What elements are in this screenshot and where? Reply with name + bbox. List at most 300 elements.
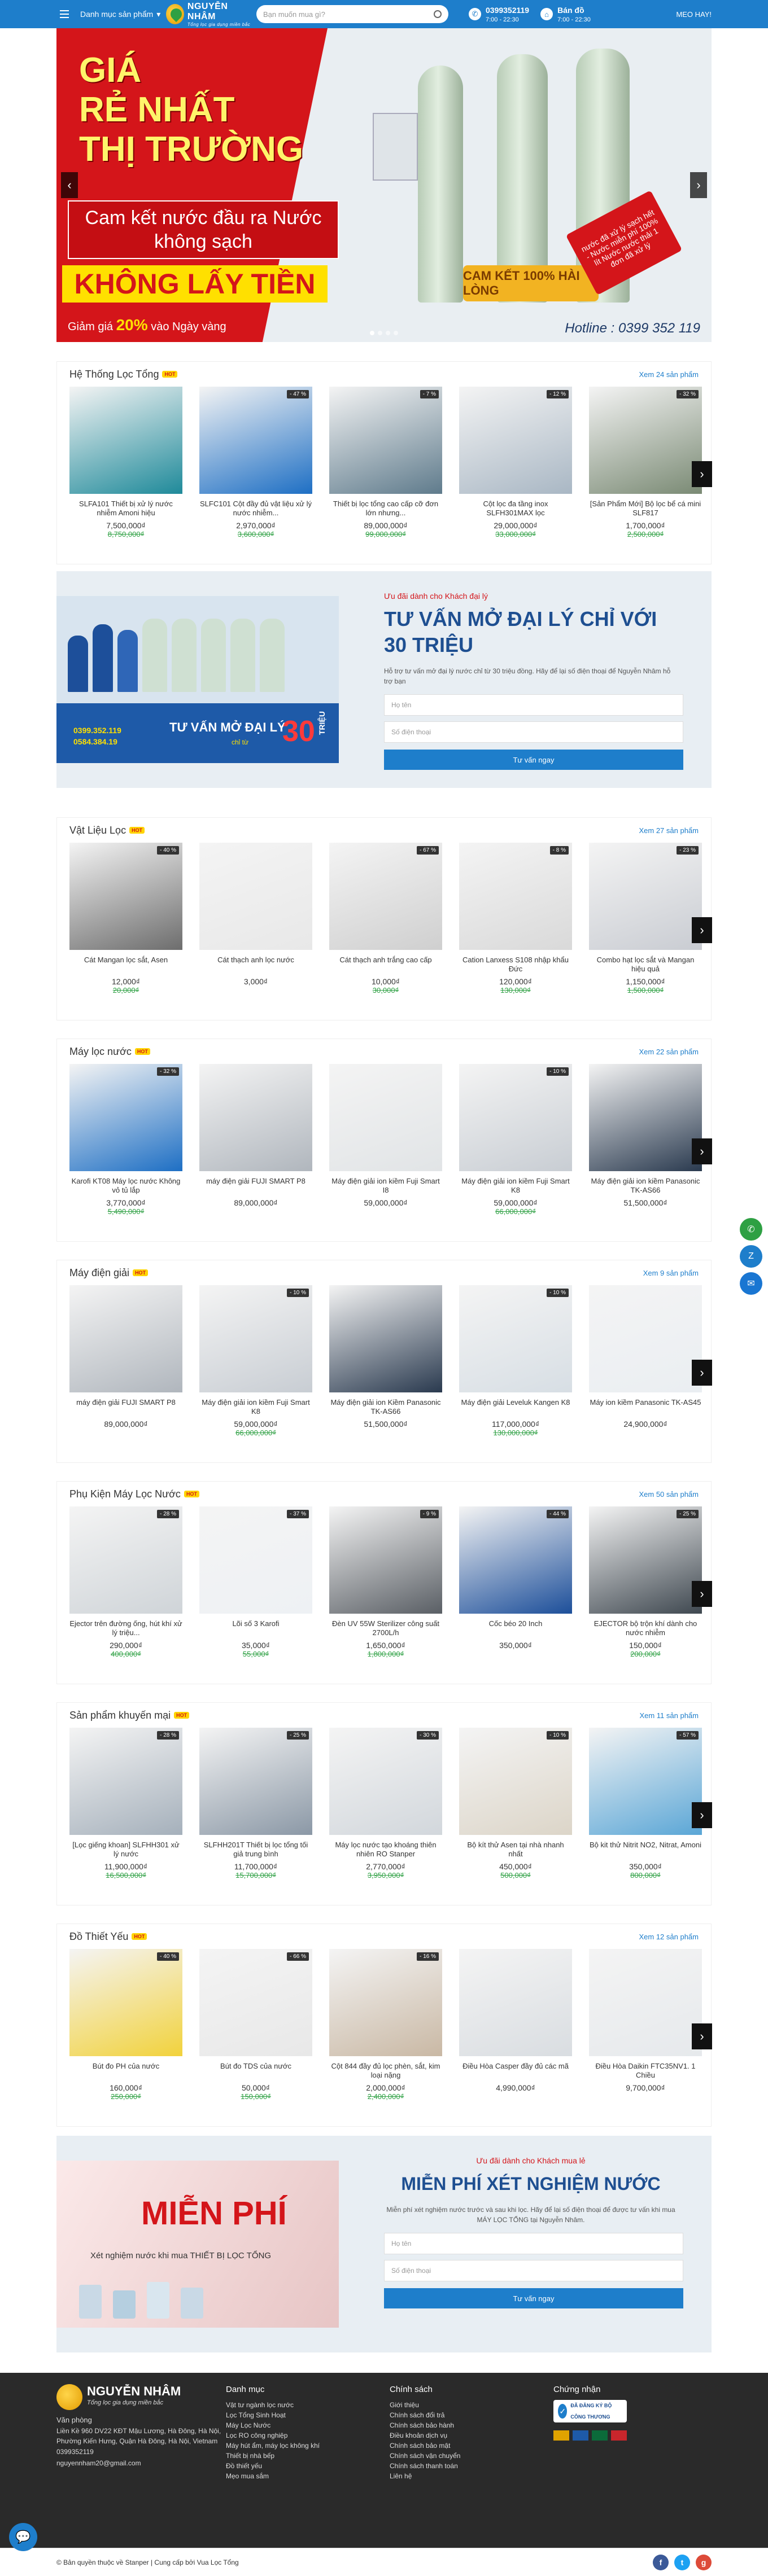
consult-submit-button[interactable]: Tư vấn ngay: [384, 750, 683, 770]
logo-text: NGUYỄN NHÂM Tổng lọc gia dụng miền bắc: [187, 1, 251, 27]
product-section: [56, 1481, 712, 1684]
product-name[interactable]: Điều Hòa Daikin FTC35NV1. 1 Chiều: [595, 2062, 696, 2079]
categories-button[interactable]: [72, 5, 163, 24]
product-card[interactable]: [459, 1064, 572, 1233]
product-image[interactable]: [329, 1506, 442, 1614]
product-name[interactable]: Máy lọc nước tạo khoáng thiên nhiên RO Stanper: [335, 1841, 437, 1858]
product-old-price: 150,000₫: [241, 2092, 271, 2101]
hot-badge: HOT: [135, 1048, 150, 1055]
product-card[interactable]: [199, 1728, 312, 1897]
discount-badge: - 10 %: [287, 1289, 309, 1297]
product-card[interactable]: [199, 843, 312, 1012]
product-image[interactable]: [329, 843, 442, 950]
product-price: 9,700,000₫: [626, 2083, 665, 2092]
product-price: 24,900,000₫: [623, 1420, 667, 1429]
discount-badge: - 57 %: [677, 1731, 699, 1740]
product-name[interactable]: Máy điện giải Leveluk Kangen K8: [461, 1398, 570, 1407]
phone-field[interactable]: Số điện thoại: [384, 721, 683, 743]
carousel-next-icon[interactable]: ›: [692, 461, 712, 487]
banner-prev-icon[interactable]: ‹: [61, 172, 78, 198]
product-card[interactable]: [329, 1064, 442, 1233]
product-image[interactable]: [69, 1064, 182, 1171]
product-image[interactable]: [329, 1728, 442, 1835]
product-old-price: 66,000,000₫: [235, 1429, 276, 1437]
section-title[interactable]: Đồ Thiết Yếu: [69, 1930, 129, 1942]
banner-stamp: CAM KẾT 100% HÀI LÒNG: [463, 265, 599, 301]
product-price: 50,000₫: [241, 2083, 270, 2092]
product-old-price: 15,700,000₫: [235, 1871, 276, 1880]
product-card[interactable]: [329, 1506, 442, 1676]
logo-mark-icon: [56, 2384, 82, 2410]
product-card[interactable]: [69, 1728, 182, 1897]
napas-icon: [611, 2430, 627, 2441]
product-name[interactable]: [Lọc giếng khoan] SLFHH301 xử lý nước: [72, 1841, 180, 1858]
footer: [0, 2373, 768, 2548]
product-carousel: [69, 387, 700, 550]
product-price: 3,770,000₫: [106, 1198, 146, 1207]
product-name[interactable]: Máy điện giải ion kiềm Fuji Smart K8: [461, 1177, 570, 1194]
footer-policy-link[interactable]: Chính sách vận chuyển: [390, 2452, 461, 2460]
product-image[interactable]: [589, 843, 702, 950]
product-old-price: 66,000,000₫: [495, 1207, 536, 1216]
site-logo[interactable]: [166, 2, 251, 26]
see-all-link[interactable]: Xem 22 sản phẩm: [639, 1047, 699, 1056]
test-pic-title: MIỄN PHÍ: [141, 2195, 287, 2232]
footer-category-link[interactable]: Đồ thiết yếu: [226, 2462, 263, 2470]
product-card[interactable]: [589, 1728, 702, 1897]
product-name[interactable]: Bút đo TDS của nước: [220, 2062, 292, 2070]
product-price: 1,650,000₫: [366, 1641, 405, 1650]
section-header: [57, 818, 711, 843]
product-price: 350,000₫: [499, 1641, 532, 1650]
carousel-next-icon[interactable]: ›: [692, 1360, 712, 1386]
section-header: [57, 1260, 711, 1285]
product-card[interactable]: [589, 1285, 702, 1455]
product-name[interactable]: Cation Lanxess S108 nhập khẩu Đức: [462, 956, 569, 973]
product-image[interactable]: [589, 1506, 702, 1614]
product-image[interactable]: [199, 1949, 312, 2056]
product-old-price: 8,750,000₫: [107, 530, 145, 538]
discount-badge: - 30 %: [417, 1731, 439, 1740]
section-title[interactable]: Hệ Thống Lọc Tổng: [69, 368, 159, 380]
carousel-next-icon[interactable]: ›: [692, 1802, 712, 1828]
product-image[interactable]: [459, 387, 572, 494]
phone-field[interactable]: Số điện thoại: [384, 2260, 683, 2281]
product-old-price: 1,800,000₫: [367, 1650, 404, 1658]
product-name[interactable]: Máy điện giải ion kiềm Panasonic TK-AS66: [591, 1177, 700, 1194]
check-icon: ✓: [558, 2404, 567, 2419]
product-image[interactable]: [199, 843, 312, 950]
footer-category-link[interactable]: Thiết bị nhà bếp: [226, 2452, 275, 2460]
product-old-price: 99,000,000₫: [365, 530, 406, 538]
product-price: 150,000₫: [629, 1641, 662, 1650]
hot-badge: HOT: [133, 1269, 148, 1276]
slide-dot[interactable]: [394, 331, 398, 335]
footer-cert-title: Chứng nhận: [553, 2385, 601, 2394]
product-card[interactable]: [199, 1506, 312, 1676]
product-image[interactable]: [589, 1064, 702, 1171]
zalo-float-icon[interactable]: Z: [740, 1245, 762, 1268]
test-label: Ưu đãi dành cho Khách mua lẻ: [476, 2156, 586, 2165]
product-card[interactable]: [459, 1728, 572, 1897]
product-image[interactable]: [459, 1506, 572, 1614]
discount-badge: - 47 %: [287, 390, 309, 398]
footer-category-link[interactable]: Lọc RO công nghiệp: [226, 2432, 288, 2439]
hero-banner[interactable]: [56, 28, 712, 342]
test-consult-panel: [56, 2136, 712, 2352]
product-image[interactable]: [69, 1285, 182, 1392]
product-price: 160,000₫: [110, 2083, 142, 2092]
product-card[interactable]: [459, 387, 572, 556]
product-name[interactable]: Điều Hòa Casper đầy đủ các mã: [462, 2062, 569, 2070]
test-consult-form: [384, 2156, 678, 2308]
hot-badge: HOT: [174, 1712, 189, 1719]
discount-badge: - 7 %: [420, 390, 439, 398]
facebook-icon[interactable]: f: [653, 2555, 669, 2570]
product-image[interactable]: [459, 1285, 572, 1392]
twitter-icon[interactable]: t: [674, 2555, 690, 2570]
discount-badge: - 12 %: [547, 390, 569, 398]
product-card[interactable]: [589, 387, 702, 556]
product-name[interactable]: Karofi KT08 Máy lọc nước Không vỏ tủ lắp: [71, 1177, 181, 1194]
section-header: [57, 1924, 711, 1949]
product-name[interactable]: Cát thạch anh lọc nước: [217, 956, 294, 964]
product-name[interactable]: máy điện giải FUJI SMART P8: [76, 1398, 176, 1407]
product-carousel: [69, 1949, 700, 2113]
product-card[interactable]: [459, 1949, 572, 2118]
search-icon[interactable]: [434, 10, 442, 18]
product-name[interactable]: Máy ion kiềm Panasonic TK-AS45: [590, 1398, 701, 1407]
product-name[interactable]: Combo hạt lọc sắt và Mangan hiệu quả: [596, 956, 695, 973]
discount-badge: - 32 %: [157, 1067, 179, 1076]
section-title[interactable]: Máy lọc nước: [69, 1045, 132, 1057]
see-all-link[interactable]: Xem 11 sản phẩm: [639, 1711, 699, 1720]
product-old-price: 800,000₫: [630, 1871, 661, 1880]
product-old-price: 30,000₫: [372, 986, 399, 995]
product-image[interactable]: [199, 1728, 312, 1835]
product-card[interactable]: [589, 1506, 702, 1676]
product-name[interactable]: Bộ kít thử Asen tại nhà nhanh nhất: [467, 1841, 564, 1858]
dealer-label: Ưu đãi dành cho Khách đại lý: [384, 592, 488, 601]
search-input[interactable]: [256, 5, 448, 23]
product-carousel: [69, 1728, 700, 1891]
footer-policy-link[interactable]: Chính sách bảo mật: [390, 2442, 451, 2450]
footer-categories: [226, 2384, 373, 2481]
product-price: 89,000,000₫: [234, 1198, 278, 1207]
jcb-icon: [592, 2430, 608, 2441]
product-image[interactable]: [459, 1728, 572, 1835]
product-price: 7,500,000₫: [106, 521, 146, 530]
product-image[interactable]: [459, 1949, 572, 2056]
product-image[interactable]: [329, 1949, 442, 2056]
discount-badge: - 66 %: [287, 1952, 309, 1961]
product-name[interactable]: Cát Mangan lọc sắt, Asen: [84, 956, 168, 964]
product-carousel: [69, 1506, 700, 1670]
product-name[interactable]: Cột 844 đầy đủ lọc phèn, sắt, kim loại nặng: [331, 2062, 440, 2079]
messenger-float-icon[interactable]: ✉: [740, 1272, 762, 1295]
product-name[interactable]: Ejector trên đường ống, hút khí xử lý triệu...: [69, 1619, 182, 1637]
product-image[interactable]: [69, 843, 182, 950]
footer-policy-link[interactable]: Chính sách thanh toán: [390, 2462, 458, 2470]
product-name[interactable]: [Sản Phẩm Mới] Bộ lọc bể cá mini SLF817: [590, 500, 701, 517]
discount-badge: - 9 %: [420, 1510, 439, 1518]
product-old-price: 20,000₫: [112, 986, 139, 995]
footer-category-link[interactable]: Mẹo mua sắm: [226, 2472, 269, 2480]
discount-badge: - 40 %: [157, 1952, 179, 1961]
see-all-link[interactable]: Xem 50 sản phẩm: [639, 1489, 699, 1499]
product-price: 350,000₫: [629, 1862, 662, 1871]
banner-headline: GIÁ RẺ NHẤT THỊ TRƯỜNG: [79, 51, 304, 169]
product-card[interactable]: [199, 1285, 312, 1455]
product-card[interactable]: [329, 1285, 442, 1455]
product-name[interactable]: SLFA101 Thiết bị xử lý nước nhiễm Amoni hiệu: [79, 500, 173, 517]
see-all-link[interactable]: Xem 9 sản phẩm: [643, 1268, 699, 1277]
dealer-banner-image: [56, 596, 339, 763]
carousel-next-icon[interactable]: ›: [692, 1138, 712, 1164]
test-banner-image: [56, 2161, 339, 2328]
hamburger-menu-icon[interactable]: [56, 6, 72, 22]
banner-tag: nước đã xử lý sạch hết - Nước miễn phí 100% lít Nước nước thải 1 đơn đã xử lý: [566, 190, 682, 295]
product-name[interactable]: SLFHH201T Thiết bị lọc tổng tối giả trung bình: [203, 1841, 308, 1858]
hot-badge: HOT: [132, 1933, 147, 1940]
slide-dot[interactable]: [370, 331, 374, 335]
product-price: 11,700,000₫: [234, 1862, 278, 1871]
dealer-pic-phone-1: 0399.352.119: [73, 726, 121, 735]
discount-badge: - 10 %: [547, 1731, 569, 1740]
product-price: 51,500,000₫: [623, 1198, 667, 1207]
banner-next-icon[interactable]: ›: [690, 172, 707, 198]
product-name[interactable]: Cốc béo 20 Inch: [488, 1619, 543, 1628]
footer-policy-link[interactable]: Chính sách đổi trả: [390, 2411, 445, 2419]
carousel-next-icon[interactable]: ›: [692, 1581, 712, 1607]
product-image[interactable]: [589, 387, 702, 494]
product-card[interactable]: [69, 843, 182, 1012]
product-image[interactable]: [69, 1728, 182, 1835]
footer-policies-title: Chính sách: [390, 2385, 433, 2394]
dealer-pic-unit: TRIỆU: [317, 711, 326, 735]
product-old-price: 2,400,000₫: [367, 2092, 404, 2101]
product-card[interactable]: [589, 1064, 702, 1233]
payment-icons: [553, 2430, 700, 2441]
product-name[interactable]: Máy điện giải ion kiềm Fuji Smart K8: [202, 1398, 310, 1416]
discount-badge: - 44 %: [547, 1510, 569, 1518]
product-image[interactable]: [329, 387, 442, 494]
product-name[interactable]: Máy điện giải ion Kiềm Panasonic TK-AS66: [330, 1398, 441, 1416]
product-card[interactable]: [589, 843, 702, 1012]
product-old-price: 3,600,000₫: [237, 530, 274, 538]
product-price: 4,990,000₫: [496, 2083, 535, 2092]
product-old-price: 5,490,000₫: [107, 1207, 145, 1216]
product-card[interactable]: [199, 1064, 312, 1233]
product-price: 2,970,000₫: [236, 521, 276, 530]
product-card[interactable]: [199, 387, 312, 556]
banner-dots: [370, 331, 398, 335]
footer-policy-link[interactable]: Chính sách bảo hành: [390, 2421, 455, 2429]
product-price: 450,000₫: [499, 1862, 532, 1871]
footer-info: [56, 2384, 226, 2469]
office-email[interactable]: nguyennham20@gmail.com: [56, 2459, 141, 2467]
product-name[interactable]: Thiết bị lọc tổng cao cấp cỡ đơn lớn nhưng...: [333, 500, 439, 517]
product-name[interactable]: Cát thạch anh trắng cao cấp: [339, 956, 432, 964]
slide-dot[interactable]: [386, 331, 390, 335]
product-card[interactable]: [459, 1285, 572, 1455]
product-image[interactable]: [459, 843, 572, 950]
name-field[interactable]: Họ tên: [384, 694, 683, 716]
product-card[interactable]: [69, 1506, 182, 1676]
hotline[interactable]: [469, 6, 529, 23]
product-name[interactable]: Cột lọc đa tầng inox SLFH301MAX lọc: [483, 500, 548, 517]
discount-badge: - 32 %: [677, 390, 699, 398]
product-section: [56, 1039, 712, 1242]
product-price: 29,000,000₫: [494, 521, 538, 530]
footer-policy-link[interactable]: Điều khoản dịch vụ: [390, 2432, 448, 2439]
product-image[interactable]: [199, 1285, 312, 1392]
tips-link[interactable]: MEO HAY!: [676, 10, 712, 19]
categories-label: Danh mục sản phẩm: [80, 10, 154, 19]
product-section: [56, 1260, 712, 1463]
carousel-next-icon[interactable]: ›: [692, 2023, 712, 2049]
footer-category-link[interactable]: Máy Lọc Nước: [226, 2421, 271, 2429]
discount-badge: - 10 %: [547, 1289, 569, 1297]
section-title[interactable]: Vật Liệu Lọc: [69, 824, 126, 836]
footer-categories-title: Danh mục: [226, 2385, 265, 2394]
product-price: 59,000,000₫: [494, 1198, 538, 1207]
product-card[interactable]: [199, 1949, 312, 2118]
product-price: 89,000,000₫: [364, 521, 408, 530]
section-title[interactable]: Máy điện giải: [69, 1267, 130, 1278]
google-plus-icon[interactable]: g: [696, 2555, 712, 2570]
product-old-price: 2,500,000₫: [627, 530, 664, 538]
product-price: 59,000,000₫: [364, 1198, 408, 1207]
discount-badge: - 23 %: [677, 846, 699, 855]
product-old-price: 130,000₫: [500, 986, 531, 995]
product-name[interactable]: Bút đo PH của nước: [92, 2062, 160, 2070]
product-card[interactable]: [459, 1506, 572, 1676]
product-image[interactable]: [589, 1728, 702, 1835]
product-old-price: 3,950,000₫: [367, 1871, 404, 1880]
footer-category-link[interactable]: Lọc Tổng Sinh Hoạt: [226, 2411, 286, 2419]
product-old-price: 250,000₫: [111, 2092, 141, 2101]
product-image[interactable]: [589, 1285, 702, 1392]
footer-category-link[interactable]: Máy hút ẩm, máy lọc không khí: [226, 2442, 320, 2450]
product-card[interactable]: [589, 1949, 702, 2118]
cert-badge[interactable]: [553, 2400, 627, 2422]
product-card[interactable]: [69, 1285, 182, 1455]
section-header: [57, 1482, 711, 1506]
test-tubes-image: [79, 2279, 305, 2319]
product-name[interactable]: Bộ kit thử Nitrit NO2, Nitrat, Amoni: [590, 1841, 701, 1849]
see-all-link[interactable]: Xem 24 sản phẩm: [639, 370, 699, 379]
product-image[interactable]: [199, 1064, 312, 1171]
dealer-pic-title: TƯ VẤN MỞ ĐẠI LÝ: [169, 720, 286, 734]
product-card[interactable]: [69, 387, 182, 556]
see-all-link[interactable]: Xem 27 sản phẩm: [639, 826, 699, 835]
product-price: 89,000,000₫: [104, 1420, 148, 1429]
test-desc: Miễn phí xét nghiệm nước trước và sau khi lọc. Hãy để lại số điện thoại để được tư vấn khi mua MÁY LỌC TỔNG tại Nguyễn Nhâm.: [386, 2206, 675, 2224]
product-card[interactable]: [329, 1728, 442, 1897]
product-price: 120,000₫: [499, 977, 532, 986]
logo-slogan: Tổng lọc gia dụng miền bắc: [187, 21, 251, 27]
product-image[interactable]: [199, 1506, 312, 1614]
consult-submit-button[interactable]: Tư vấn ngay: [384, 2288, 683, 2308]
product-price: 10,000₫: [371, 977, 400, 986]
section-title[interactable]: Sản phẩm khuyến mại: [69, 1709, 171, 1721]
product-name[interactable]: Lõi số 3 Karofi: [232, 1619, 280, 1628]
dealer-consult-form: [384, 592, 678, 770]
product-image[interactable]: [69, 1949, 182, 2056]
product-price: 1,150,000₫: [626, 977, 665, 986]
product-card[interactable]: [69, 1949, 182, 2118]
product-image[interactable]: [69, 387, 182, 494]
product-card[interactable]: [69, 1064, 182, 1233]
product-old-price: 130,000,000₫: [493, 1429, 538, 1437]
product-section: [56, 361, 712, 564]
phone-float-icon[interactable]: ✆: [740, 1218, 762, 1241]
product-image[interactable]: [329, 1064, 442, 1171]
product-price: 3,000₫: [243, 977, 268, 986]
top-navbar: [0, 0, 768, 28]
product-name[interactable]: máy điện giải FUJI SMART P8: [206, 1177, 306, 1185]
footer-logo[interactable]: [56, 2384, 226, 2410]
product-image[interactable]: [69, 1506, 182, 1614]
section-header: [57, 1703, 711, 1728]
slide-dot[interactable]: [378, 331, 382, 335]
product-card[interactable]: [329, 1949, 442, 2118]
dealer-pic-amount: 30: [282, 715, 315, 748]
office-phone[interactable]: 0399352119: [56, 2448, 94, 2456]
dealer-desc: Hỗ trợ tư vấn mở đại lý nước chỉ từ 30 triệu đồng. Hãy để lại số điện thoại để Nguyễn Nhâm hỗ trợ bạn: [384, 667, 671, 685]
product-card[interactable]: [329, 843, 442, 1012]
product-section: [56, 817, 712, 1020]
product-image[interactable]: [199, 387, 312, 494]
product-old-price: 33,000,000₫: [495, 530, 536, 538]
footer-policy-link[interactable]: Liên hệ: [390, 2472, 412, 2480]
chat-bubble-icon[interactable]: 💬: [9, 2523, 37, 2551]
dealer-consult-panel: [56, 571, 712, 788]
product-image[interactable]: [459, 1064, 572, 1171]
carousel-next-icon[interactable]: ›: [692, 917, 712, 943]
dealer-title: TƯ VẤN MỞ ĐẠI LÝ CHỈ VỚI 30 TRIỆU: [384, 607, 657, 656]
see-all-link[interactable]: Xem 12 sản phẩm: [639, 1932, 699, 1941]
discount-badge: - 28 %: [157, 1731, 179, 1740]
copyright-bar: [0, 2548, 768, 2576]
product-card[interactable]: [459, 843, 572, 1012]
product-card[interactable]: [329, 387, 442, 556]
product-name[interactable]: EJECTOR bộ trộn khí dành cho nước nhiễm: [594, 1619, 697, 1637]
product-name[interactable]: Đèn UV 55W Sterilizer công suất 2700L/h: [331, 1619, 440, 1637]
footer-policy-link[interactable]: Giới thiệu: [390, 2401, 419, 2409]
product-old-price: 400,000₫: [111, 1650, 141, 1658]
name-field[interactable]: Họ tên: [384, 2233, 683, 2254]
section-title[interactable]: Phụ Kiện Máy Lọc Nước: [69, 1488, 181, 1500]
product-image[interactable]: [329, 1285, 442, 1392]
footer-category-link[interactable]: Vật tư ngành lọc nước: [226, 2401, 294, 2409]
product-image[interactable]: [589, 1949, 702, 2056]
product-name[interactable]: SLFC101 Cột đầy đủ vật liệu xử lý nước nhiễm...: [199, 500, 312, 517]
hotline-number: 0399352119: [486, 5, 530, 15]
footer-slogan: Tổng lọc gia dụng miền bắc: [87, 2399, 164, 2406]
discount-badge: - 16 %: [417, 1952, 439, 1961]
banner-hotline: Hotline : 0399 352 119: [565, 321, 700, 336]
product-name[interactable]: Máy điện giải ion kiềm Fuji Smart I8: [331, 1177, 440, 1194]
copyright-text: © Bản quyền thuộc về Stanper | Cung cấp bởi Vua Lọc Tổng: [56, 2558, 239, 2566]
product-old-price: 1,500,000₫: [627, 986, 664, 995]
tank-row-image: [68, 613, 328, 692]
product-price: 11,900,000₫: [104, 1862, 148, 1871]
office-address: Liền Kề 960 DV22 KĐT Mậu Lương, Hà Đông, Hà Nội, Phường Kiến Hưng, Quận Hà Đông, Hà Nội, Vietnam: [56, 2427, 221, 2445]
banner-discount: Giảm giá 20% vào Ngày vàng: [68, 316, 226, 334]
chevron-down-icon: ▾: [156, 9, 161, 19]
